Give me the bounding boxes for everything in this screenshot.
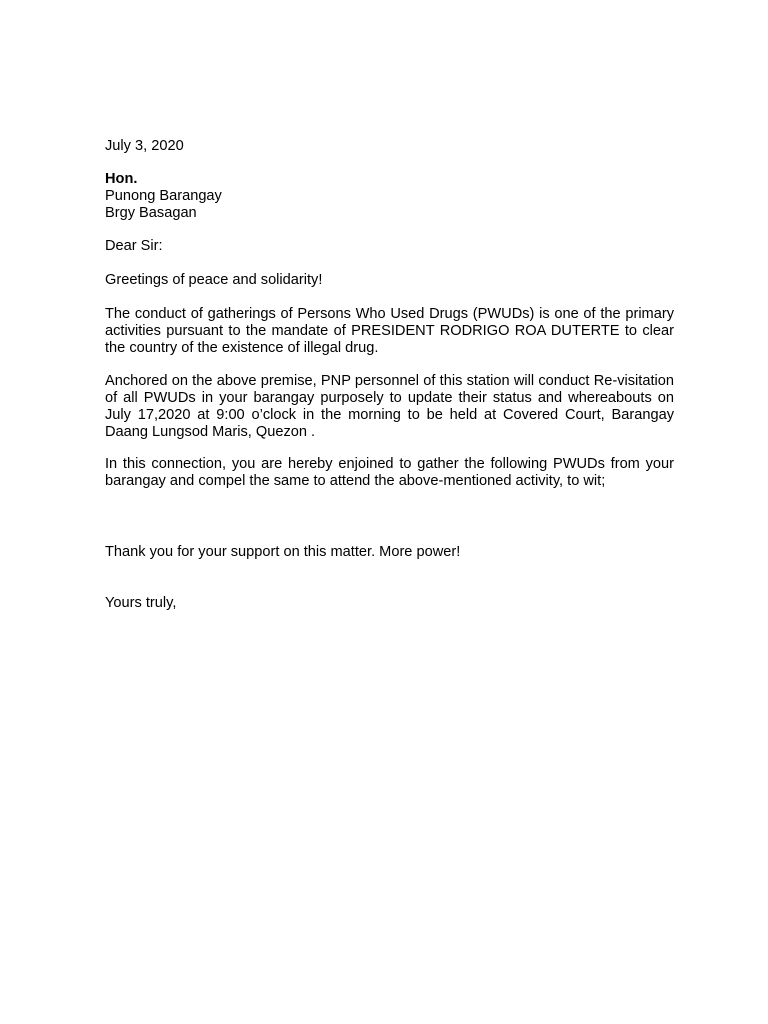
recipient-title: Punong Barangay [105, 188, 222, 204]
closing-line: Yours truly, [105, 595, 177, 611]
salutation: Dear Sir: [105, 238, 163, 254]
recipient-location: Brgy Basagan [105, 205, 197, 221]
body-paragraph-2: Anchored on the above premise, PNP personnel of this station will conduct Re-visitation of all PWUDs in your barangay purposely to update their status and whereabouts on July 17,2020 at 9:00 o’clock in the morning to be held at Covered Court, Barangay Daang Lungsod Maris, Quezon . [105, 373, 674, 440]
greeting: Greetings of peace and solidarity! [105, 272, 323, 288]
letter-date: July 3, 2020 [105, 138, 184, 154]
recipient-honorific: Hon. [105, 171, 138, 187]
thanks-line: Thank you for your support on this matter. More power! [105, 544, 461, 560]
body-paragraph-3: In this connection, you are hereby enjoined to gather the following PWUDs from your barangay and compel the same to attend the above-mentioned activity, to wit; [105, 456, 674, 489]
body-paragraph-1: The conduct of gatherings of Persons Who Used Drugs (PWUDs) is one of the primary activities pursuant to the mandate of PRESIDENT RODRIGO ROA DUTERTE to clear the country of the existence of illegal drug. [105, 306, 674, 356]
